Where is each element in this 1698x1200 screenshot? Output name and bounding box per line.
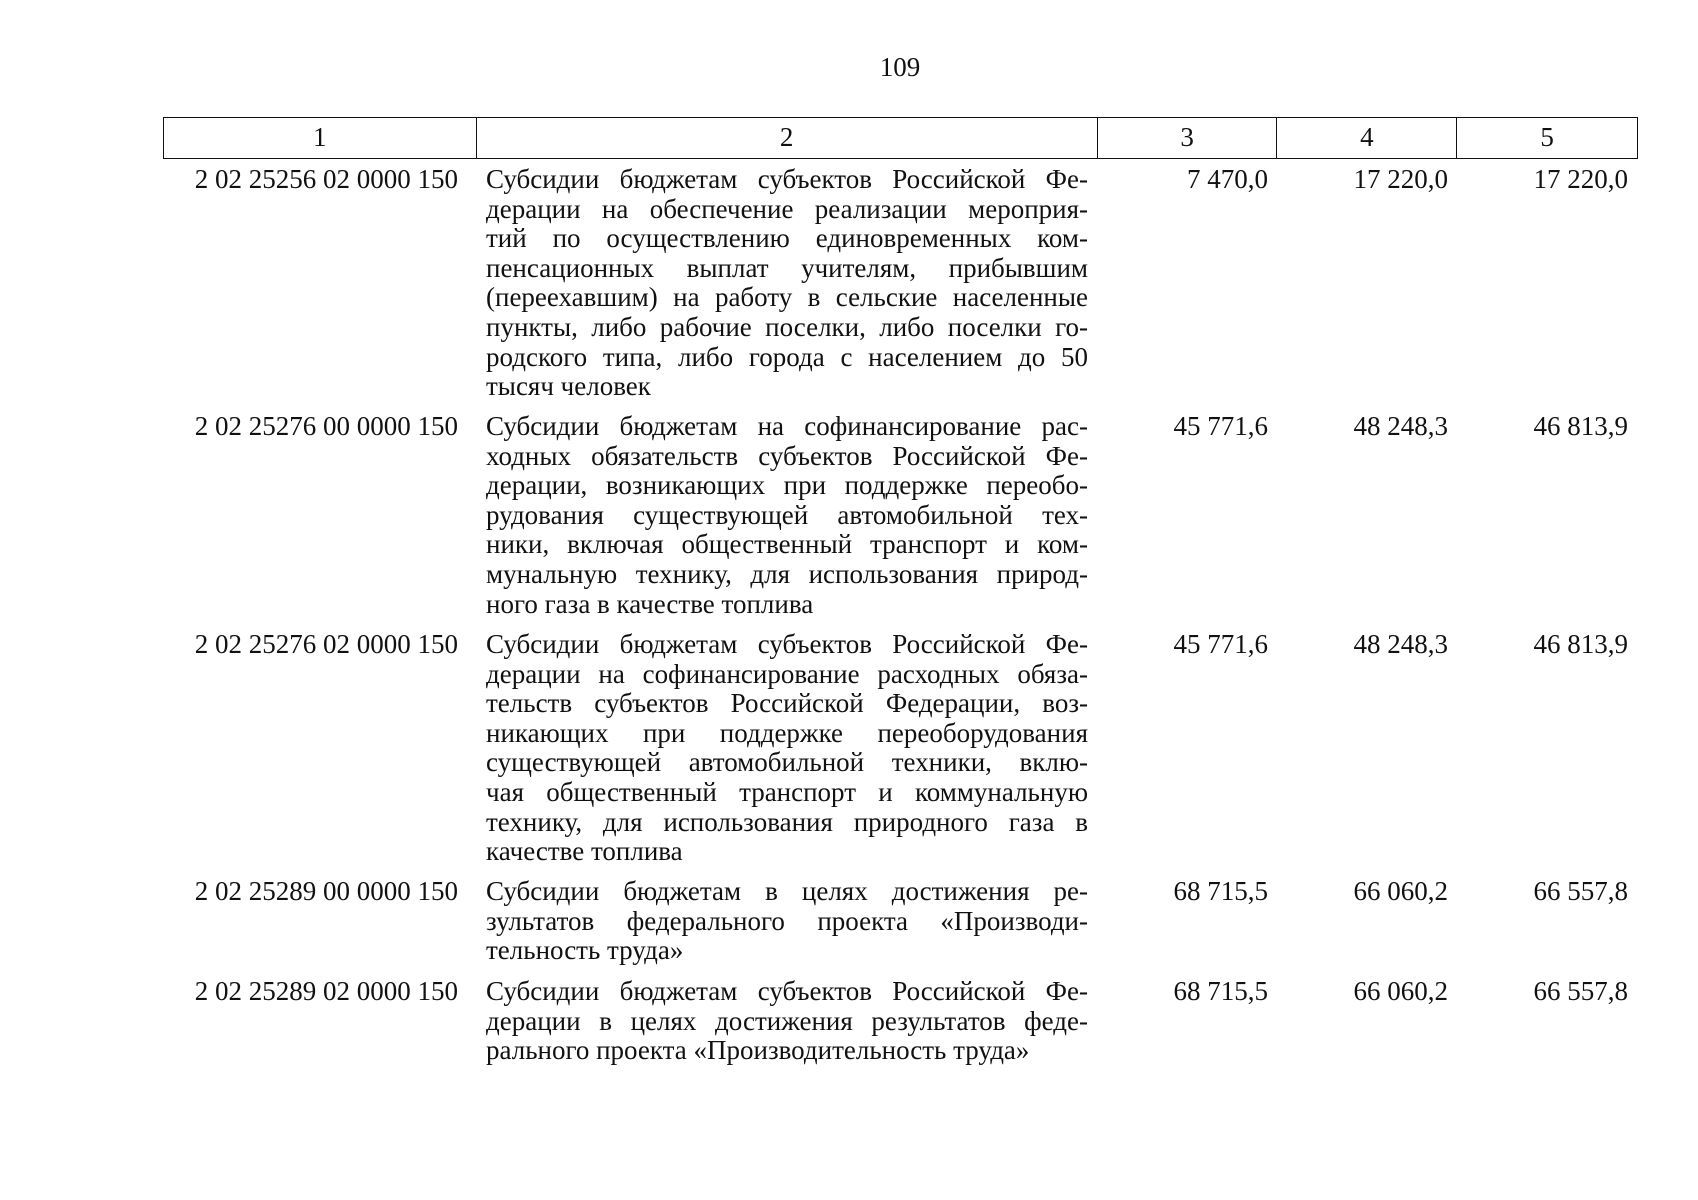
description-line: пункты, либо рабочие поселки, либо поселки го- [486,311,1088,342]
description-line: рудования существующей автомобильной тех- [486,499,1088,530]
description-line: технику, для использования природного газа в [486,806,1088,837]
description [476,877,1098,977]
budget-code: 2 02 25276 00 0000 150 [194,411,458,441]
description [476,165,1098,412]
table-row [163,630,1638,877]
value-col-3: 68 715,5 [1173,876,1268,906]
description-line: дерации на обеспечение реализации мероприя- [486,193,1088,224]
description-line: тий по осуществлению единовременных ком- [486,223,1088,254]
description-line: Субсидии бюджетам в целях достижения ре- [486,876,1088,906]
description-line: ники, включая общественный транспорт и ком- [486,529,1088,560]
description-line: (переехавшим) на работу в сельские населенные [486,282,1088,313]
budget-code: 2 02 25289 02 0000 150 [194,976,458,1006]
description-line: Субсидии бюджетам субъектов Российской Фе- [486,164,1088,194]
description-line: Субсидии бюджетам субъектов Российской Фе- [486,629,1088,659]
budget-code: 2 02 25276 02 0000 150 [194,629,458,659]
value-col-5: 46 813,9 [1533,411,1628,441]
description-line: существующей автомобильной техники, вклю- [486,747,1088,778]
description-line: тельств субъектов Российской Федерации, воз- [486,688,1088,719]
description-line: пенсационных выплат учителям, прибывшим [486,252,1088,283]
header-col-3: 3 [1098,118,1278,158]
description-line: зультатов федерального проекта «Производи- [486,905,1088,936]
description-line: качестве топлива [486,836,683,867]
value-col-5: 66 557,8 [1533,976,1628,1006]
value-col-5: 46 813,9 [1533,629,1628,659]
value-col-4: 48 248,3 [1353,411,1448,441]
header-col-2: 2 [477,118,1098,158]
description [476,630,1098,877]
value-col-4: 66 060,2 [1353,976,1448,1006]
value-col-5: 66 557,8 [1533,876,1628,906]
value-col-3: 68 715,5 [1173,976,1268,1006]
table-header-row [163,117,1638,159]
page-number: 109 [879,52,921,82]
description-line: дерации в целях достижения результатов феде- [486,1005,1088,1036]
description-line: тысяч человек [486,371,651,402]
table-row [163,977,1638,1077]
description-line: родского типа, либо города с населением до 50 [486,341,1088,372]
value-col-4: 66 060,2 [1353,876,1448,906]
header-col-5: 5 [1540,122,1554,152]
description [476,977,1098,1077]
value-col-3: 45 771,6 [1173,629,1268,659]
description-line: ного газа в качестве топлива [486,588,814,619]
budget-code: 2 02 25256 02 0000 150 [194,164,458,194]
budget-code: 2 02 25289 00 0000 150 [194,876,458,906]
description-line: рального проекта «Производительность труда» [486,1035,1030,1066]
description-line: чая общественный транспорт и коммунальную [486,776,1088,807]
description [476,412,1098,630]
description-line: тельность труда» [486,935,684,966]
value-col-4: 17 220,0 [1353,164,1448,194]
description-line: дерации на софинансирование расходных обяза- [486,658,1088,689]
value-col-4: 48 248,3 [1353,629,1448,659]
description-line: Субсидии бюджетам субъектов Российской Фе- [486,976,1088,1006]
description-line: никающих при поддержке переоборудования [486,717,1088,748]
description-line: Субсидии бюджетам на софинансирование рас- [486,411,1088,441]
budget-table [163,117,1638,1077]
description-line: дерации, возникающих при поддержке переобо- [486,470,1088,501]
header-col-1: 1 [164,118,477,158]
description-line: мунальную технику, для использования природ- [486,558,1088,589]
table-row [163,165,1638,412]
value-col-5: 17 220,0 [1533,164,1628,194]
table-row [163,412,1638,630]
description-line: ходных обязательств субъектов Российской Фе- [486,440,1088,471]
value-col-3: 7 470,0 [1187,164,1268,194]
value-col-3: 45 771,6 [1173,411,1268,441]
header-col-4: 4 [1277,118,1457,158]
table-row [163,877,1638,977]
